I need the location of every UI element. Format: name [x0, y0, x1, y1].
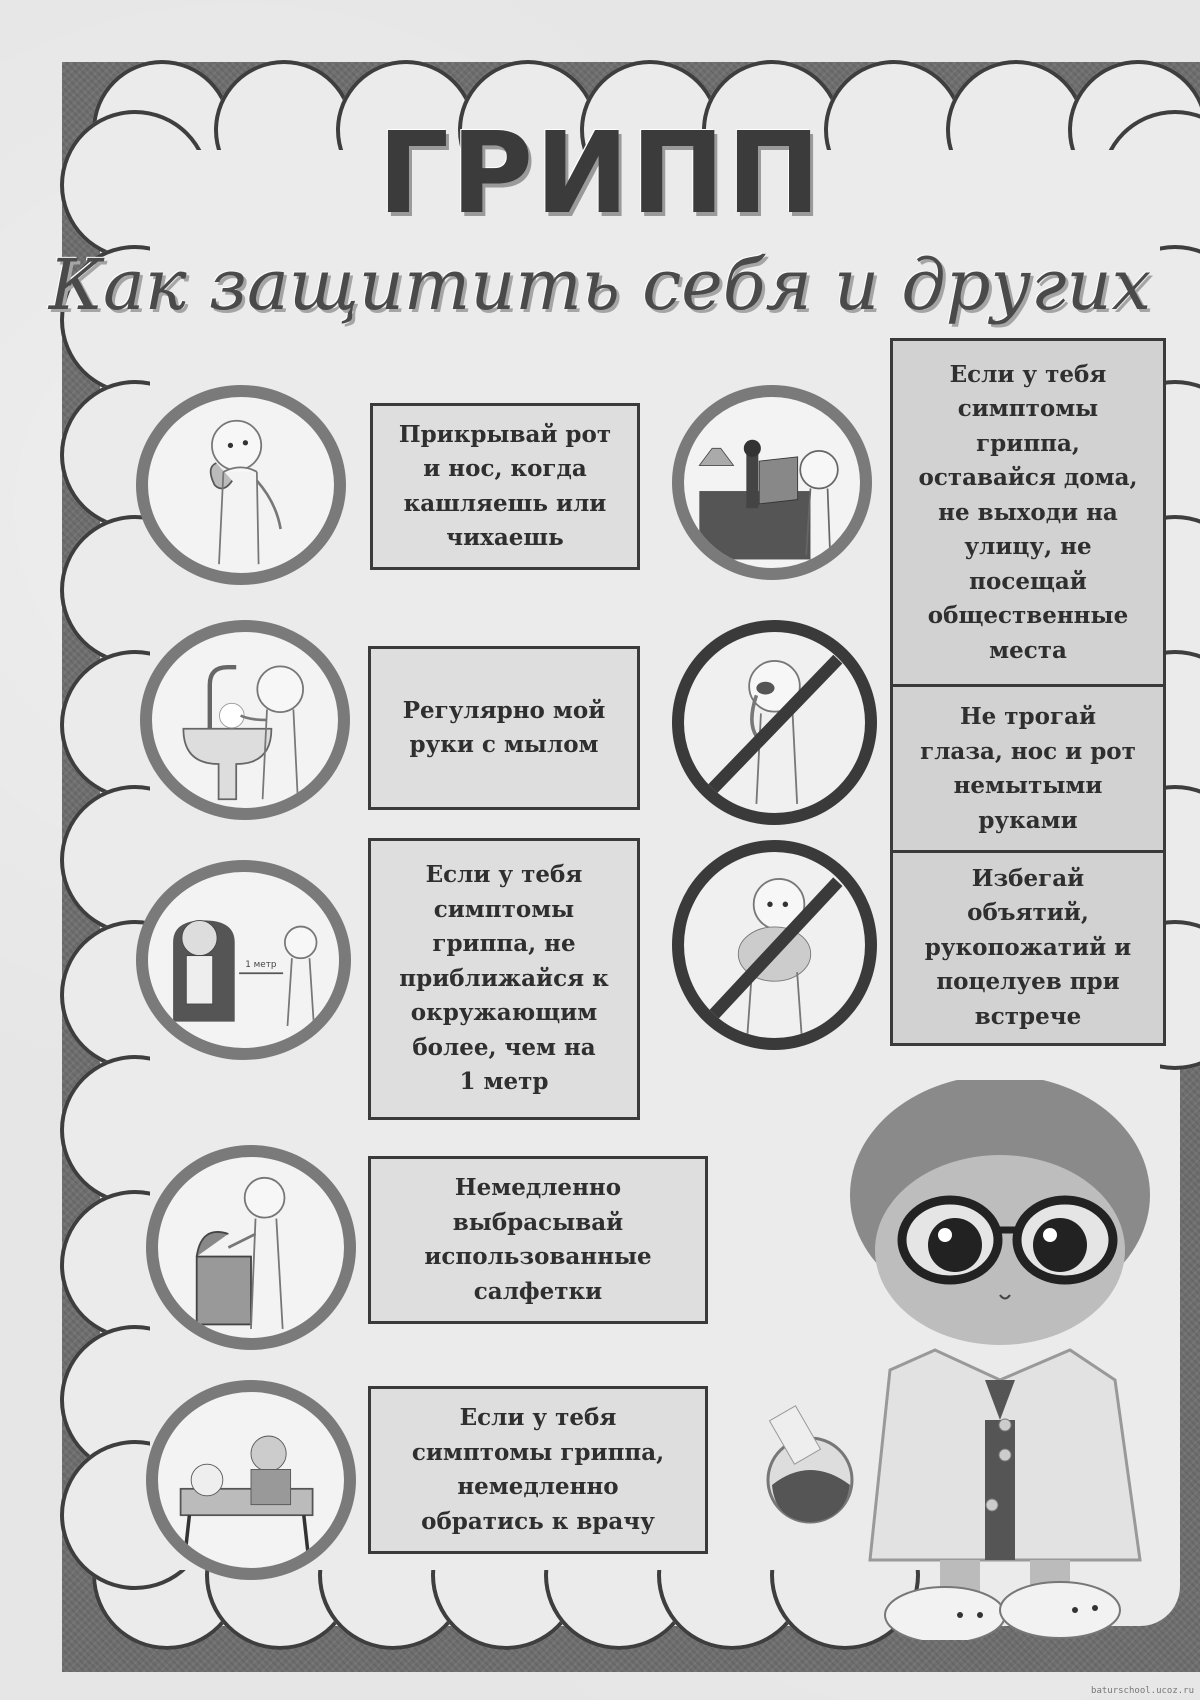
tip-line: и нос, когда [423, 455, 587, 482]
tip-line: Если у тебя [425, 861, 583, 889]
doctor-visit-icon [146, 1380, 356, 1580]
distance-one-meter-icon [136, 860, 351, 1060]
tip-line: Если у тебя [459, 1404, 617, 1431]
tip-card-avoid-contact [890, 850, 1166, 1046]
tip-line: Регулярно мой [402, 696, 606, 724]
tip-line: общественные [927, 602, 1129, 630]
tip-line: симптомы [433, 895, 575, 923]
tip-line: глаза, нос и рот [920, 737, 1136, 765]
tip-line: Избегай [971, 864, 1085, 892]
tip-card-keep-distance [368, 838, 640, 1120]
tip-line: чихаешь [446, 524, 564, 551]
tip-line: посещай [969, 567, 1087, 595]
tip-line: Прикрывай рот [398, 420, 612, 448]
svg-text:1 метр: 1 метр [245, 960, 277, 971]
tip-line: оставайся дома, [918, 464, 1138, 492]
tip-card-wash-hands [368, 646, 640, 810]
tip-line: рукопожатий и [924, 933, 1132, 961]
tip-line: не выходи на [938, 498, 1118, 526]
stay-home-bed-icon [672, 385, 872, 580]
tip-line: более, чем на [412, 1033, 596, 1061]
tip-card-dispose-tissues [368, 1156, 708, 1324]
tip-line: Если у тебя [949, 360, 1107, 388]
no-hugging-icon [672, 840, 877, 1050]
no-touch-face-icon [672, 620, 877, 825]
tip-line: симптомы гриппа, [411, 1438, 665, 1466]
tip-line: окружающим [410, 999, 598, 1027]
sneeze-tissue-icon [136, 385, 346, 585]
tip-line: гриппа, [976, 429, 1080, 457]
tip-line: места [989, 636, 1067, 664]
poster-title: ГРИПП [377, 109, 823, 239]
tip-card-see-doctor [368, 1386, 708, 1554]
hand-washing-icon [140, 620, 350, 820]
tip-line: поцелуев при [936, 968, 1120, 996]
tip-line: объятий, [967, 899, 1089, 927]
tip-card-dont-touch-face [890, 684, 1166, 854]
tip-line: симптомы [957, 395, 1099, 423]
tip-line: салфетки [473, 1277, 603, 1305]
poster-subtitle: Как защитить себя и других [48, 244, 1152, 326]
tip-line: обратись к врачу [421, 1507, 655, 1535]
tip-line: руками [978, 806, 1078, 834]
tip-line: выбрасывай [452, 1208, 624, 1236]
source-watermark: baturschool.ucoz.ru [1091, 1686, 1194, 1696]
tip-card-stay-home [890, 338, 1166, 688]
tip-line: Немедленно [454, 1174, 622, 1201]
tip-line: кашляешь или [403, 489, 607, 517]
tip-line: гриппа, не [432, 930, 576, 958]
tip-line: улицу, не [964, 533, 1092, 561]
tip-line: использованные [424, 1243, 652, 1270]
tip-line: руки с мылом [409, 731, 599, 758]
tip-line: Не трогай [959, 703, 1097, 730]
tip-card-cover-mouth [370, 403, 640, 570]
tip-line: немедленно [457, 1473, 619, 1500]
trash-bin-icon [146, 1145, 356, 1350]
tip-line: 1 метр [459, 1068, 549, 1096]
tip-line: встрече [974, 1002, 1082, 1030]
tip-line: немытыми [953, 772, 1103, 799]
doctor-girl-illustration [760, 1080, 1180, 1640]
tip-line: приближайся к [399, 964, 609, 992]
